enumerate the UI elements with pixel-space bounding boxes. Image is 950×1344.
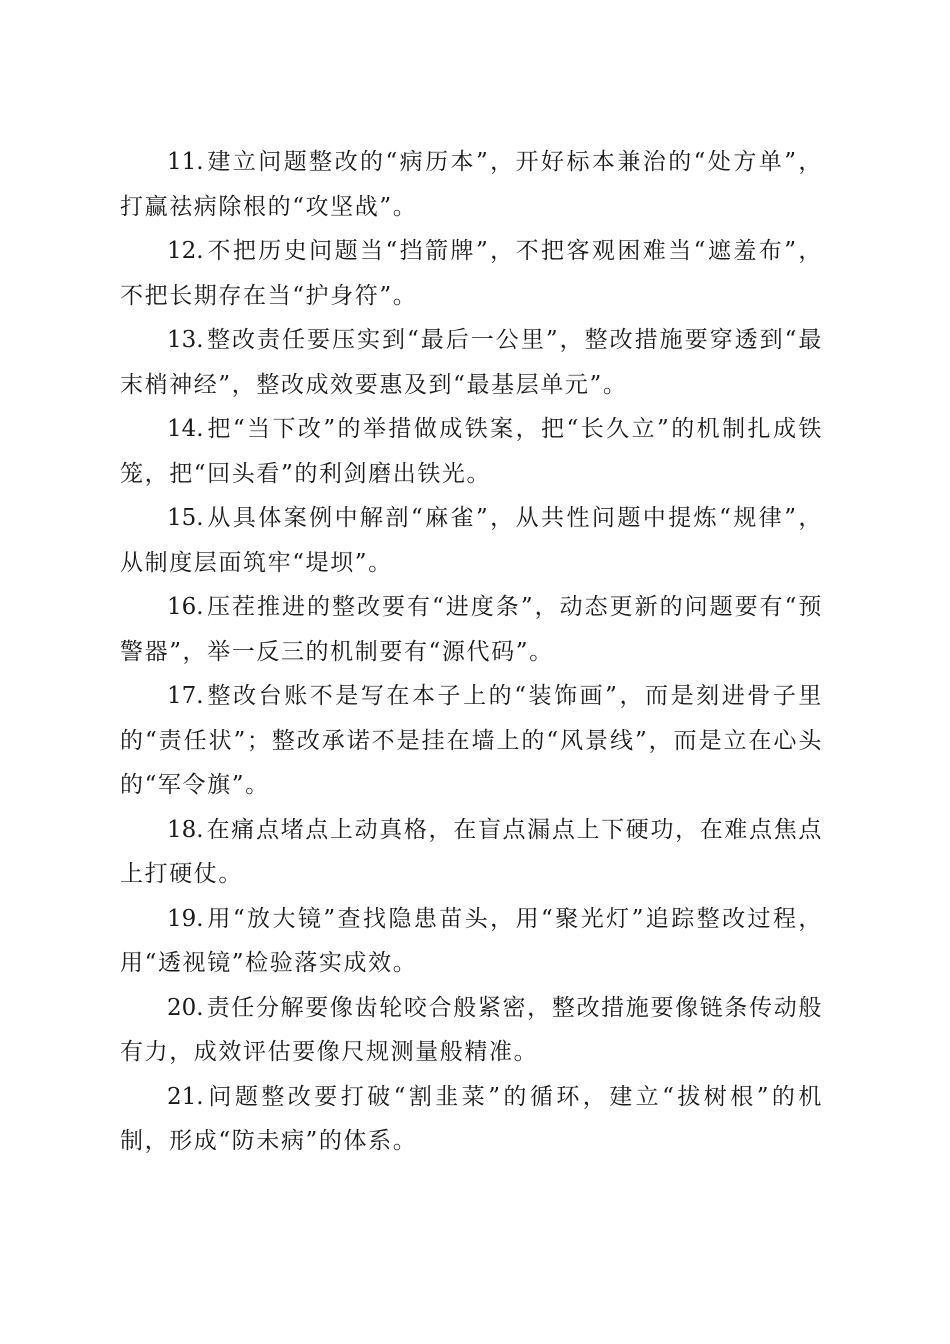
item-number: 17. (167, 683, 204, 709)
item-number: 20. (167, 994, 204, 1021)
item-text: 责任分解要像齿轮咬合般紧密，整改措施要像链条传动般有力，成效评估要像尺规测量般精准。 (120, 994, 823, 1065)
item-text: 把“当下改”的举措做成铁案，把“长久立”的机制扎成铁笼，把“回头看”的利剑磨出铁光。 (120, 416, 823, 487)
item-number: 18. (167, 816, 204, 843)
item-text: 从具体案例中解剖“麻雀”，从共性问题中提炼“规律”，从制度层面筑牢“堤坝”。 (120, 505, 823, 576)
item-text: 压茬推进的整改要有“进度条”，动态更新的问题要有“预警器”，举一反三的机制要有“源代码”。 (120, 594, 823, 665)
item-number: 19. (167, 905, 204, 932)
item-number: 21. (167, 1083, 204, 1110)
item-number: 12. (167, 238, 204, 264)
item-number: 11. (167, 149, 204, 175)
item-number: 13. (167, 327, 204, 353)
item-text: 用“放大镜”查找隐患苗头，用“聚光灯”追踪整改过程，用“透视镜”检验落实成效。 (120, 905, 823, 976)
list-item (120, 1075, 823, 1164)
list-item (120, 986, 823, 1075)
item-text: 问题整改要打破“割韭菜”的循环，建立“拔树根”的机制，形成“防未病”的体系。 (120, 1083, 823, 1154)
list-item (120, 407, 823, 496)
document-body (120, 140, 823, 1164)
item-text: 不把历史问题当“挡箭牌”，不把客观困难当“遮羞布”，不把长期存在当“护身符”。 (120, 238, 823, 309)
list-item (120, 585, 823, 674)
item-text: 在痛点堵点上动真格，在盲点漏点上下硬功，在难点焦点上打硬仗。 (120, 816, 823, 887)
item-text: 建立问题整改的“病历本”，开好标本兼治的“处方单”，打赢祛病除根的“攻坚战”。 (120, 149, 823, 220)
item-text: 整改责任要压实到“最后一公里”，整改措施要穿透到“最末梢神经”，整改成效要惠及到“最基层单元”。 (120, 327, 823, 398)
list-item (120, 140, 823, 229)
list-item (120, 674, 823, 808)
list-item (120, 496, 823, 585)
list-item (120, 808, 823, 897)
item-number: 16. (167, 594, 204, 620)
item-number: 14. (167, 416, 204, 442)
item-number: 15. (167, 505, 204, 531)
list-item (120, 897, 823, 986)
list-item (120, 229, 823, 318)
list-item (120, 318, 823, 407)
item-text: 整改台账不是写在本子上的“装饰画”，而是刻进骨子里的“责任状”；整改承诺不是挂在墙上的“风景线”，而是立在心头的“军令旗”。 (120, 683, 823, 798)
